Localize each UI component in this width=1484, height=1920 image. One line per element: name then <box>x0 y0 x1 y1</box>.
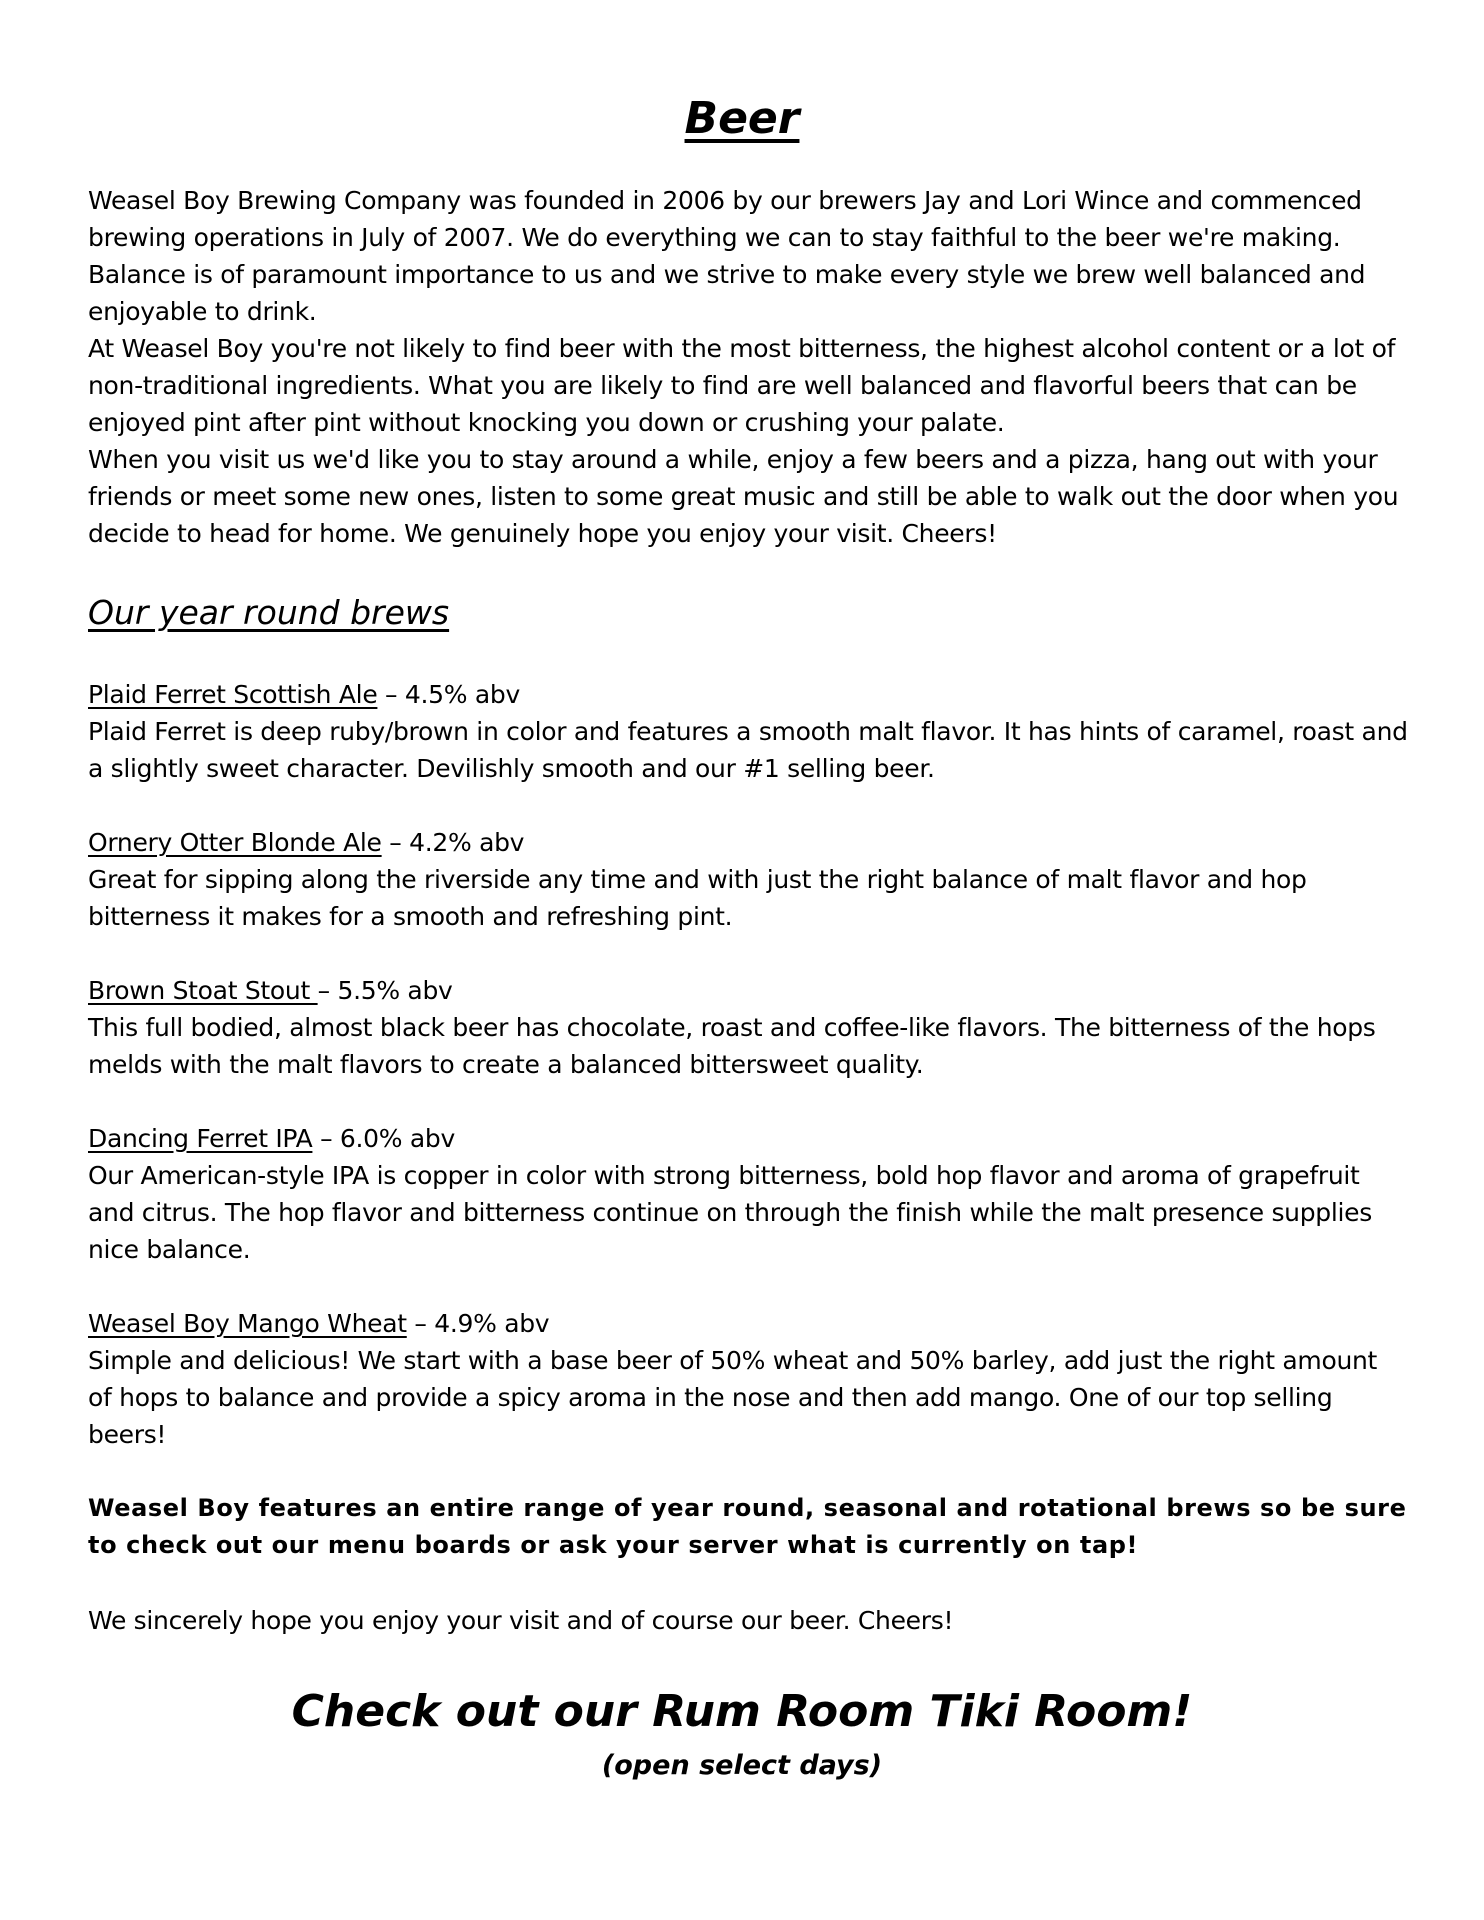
brew-item-mango-wheat <box>88 1305 1408 1453</box>
brew-item-brown-stoat <box>88 972 1408 1083</box>
brew-abv: – 4.9% abv <box>406 1309 550 1338</box>
brew-description: Great for sipping along the riverside any time and with just the right balance of malt flavor and hop bitterness it makes for a smooth and refreshing pint. <box>88 865 1307 931</box>
brew-description: Our American-style IPA is copper in color with strong bitterness, bold hop flavor and aroma of grapefruit and citrus. The hop flavor and bitterness continue on through the finish while the malt presence supplies nice balance. <box>88 1161 1372 1264</box>
brew-abv: – 4.5% abv <box>377 680 520 709</box>
brew-abv: – 6.0% abv <box>312 1124 455 1153</box>
brew-item-ornery-otter <box>88 824 1408 935</box>
page-title: Beer <box>684 93 800 144</box>
brew-description: This full bodied, almost black beer has chocolate, roast and coffee-like flavors. The bitterness of the hops melds with the malt flavors to create a balanced bittersweet quality. <box>88 1013 1376 1079</box>
brew-item-plaid-ferret <box>88 676 1408 787</box>
brew-description: Plaid Ferret is deep ruby/brown in color and features a smooth malt flavor. It has hints of caramel, roast and a slightly sweet character. Devilishly smooth and our #1 selling beer. <box>88 717 1408 783</box>
brew-description: Simple and delicious! We start with a base beer of 50% wheat and 50% barley, add just the right amount of hops to balance and provide a spicy aroma in the nose and then add mango. One of our top selling beers! <box>88 1346 1378 1449</box>
rum-room-promo: Check out our Rum Room Tiki Room! <box>291 1686 1193 1737</box>
brew-item-dancing-ferret <box>88 1120 1408 1268</box>
brew-name: Dancing Ferret IPA <box>88 1124 313 1153</box>
brew-abv: – 5.5% abv <box>317 976 453 1005</box>
rum-room-hours: (open select days) <box>601 1750 883 1781</box>
brew-name: Brown Stoat Stout <box>88 976 318 1005</box>
brew-name: Ornery Otter Blonde Ale <box>88 828 382 857</box>
intro-text <box>88 182 1408 552</box>
brew-abv: – 4.2% abv <box>381 828 525 857</box>
brew-name: Weasel Boy Mango Wheat <box>88 1309 407 1338</box>
brew-list <box>88 676 1408 1490</box>
rotating-brews-notice: Weasel Boy features an entire range of year round, seasonal and rotational brews so be sure to check out our menu boards or ask your server what is currently on tap! <box>88 1494 1407 1559</box>
intro-paragraph: At Weasel Boy you're not likely to find beer with the most bitterness, the highest alcohol content or a lot of non-traditional ingredients. What you are likely to find are well balanced and flavorful beers that can be enjoyed pint after pint without knocking you down or crushing your palate. <box>88 334 1396 437</box>
intro-paragraph: When you visit us we'd like you to stay around a while, enjoy a few beers and a pizza, hang out with your friends or meet some new ones, listen to some great music and still be able to walk out the door when you decide to head for home. We genuinely hope you enjoy your visit. Cheers! <box>88 445 1399 548</box>
brew-name: Plaid Ferret Scottish Ale <box>88 680 378 709</box>
intro-paragraph: Weasel Boy Brewing Company was founded in 2006 by our brewers Jay and Lori Wince and commenced brewing operations in July of 2007. We do everything we can to stay faithful to the beer we're making. Balance is of paramount importance to us and we strive to make every style we brew well balanced and enjoyable to drink. <box>88 186 1366 326</box>
closing-line: We sincerely hope you enjoy your visit and of course our beer. Cheers! <box>88 1606 954 1635</box>
section-heading-year-round: Our year round brews <box>88 593 450 632</box>
